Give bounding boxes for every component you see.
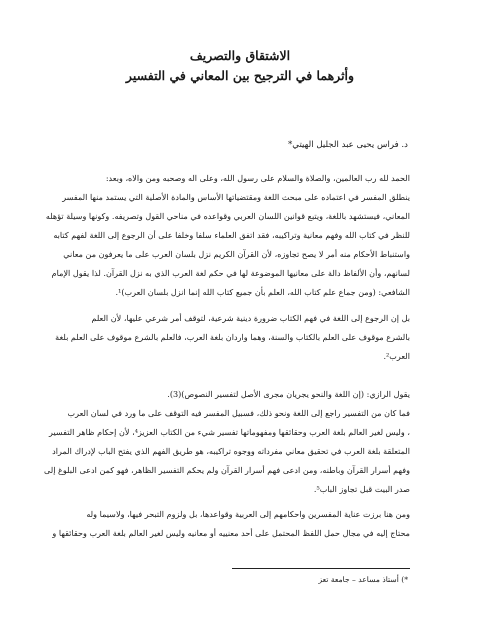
paragraph-razi <box>64 385 410 404</box>
footnote: *) أستاذ مساعد – جامعة تعز <box>318 575 408 584</box>
text-line: للنظر في كتاب الله وفهم معانية وتراكيبه، فقد اتفق العلماء سلفا وخلفا على أن الرجوع إلى اللغة لفهم كتابه <box>53 230 410 240</box>
author-name: د. فراس يحيى عبد الجليل الهيتي* <box>288 140 408 150</box>
text-line: فما كان من التفسير راجع إلى اللغة ونحو ذلك، فسبيل المفسر فيه التوقف على ما ورد في لسان العرب <box>67 408 410 418</box>
paragraph-fifth <box>52 505 410 543</box>
title-line-1: الاشتقاق والتصريف <box>189 48 291 63</box>
paragraph-fourth <box>43 404 410 499</box>
text-line: صدر البيت قبل تجاوز الباب⁵. <box>313 484 410 494</box>
text-line: الشافعي: (ومن جماع علم كتاب الله، العلم بأن جميع كتاب الله إنما انزل بلسان العرب)¹. <box>115 287 410 297</box>
text-line: المعاني، فيستشهد باللغة، ويتبع قوانين اللسان العربي وقواعده في مناحي القول وتصريفه. وكونها وسيلة تؤهله <box>45 211 410 221</box>
text-line: ينطلق المفسر في اعتماده على مبحث اللغة ومقتضياتها الأساس والمادة الأصلية التي يستمد منها المفسر <box>62 192 410 202</box>
text-line: ومن هنا برزت عناية المفسرين واحكامهم إلى العربية وقواعدها، بل ولزوم التبحر فيها، ولاسيما وله <box>86 509 410 519</box>
text-line: لسانهم، وأن الألفاظ دالة على معانيها الموضوعة لها في حكم لغة العرب الذي به نزل القرآن. لذا يقول الإمام <box>51 268 410 278</box>
text-line: الحمد لله رب العالمين، والصلاة والسلام على رسول الله، وعلى اله وصحبه ومن والاه، وبعد: <box>105 173 410 183</box>
text-line: واستنباط الأحكام منه أمر لا يصح تجاوزه، لأن القرآن الكريم نزل بلسان العرب على ما يعرفون من معاني <box>63 249 410 259</box>
text-line: يقول الرازي: (إن اللغة والنحو يجريان مجرى الأصل لتفسير النصوص)(3). <box>167 389 410 399</box>
text-line: محتاج إليه في مجال حمل اللفظ المحتمل على أحد معنييه أو معانيه وليس لغير العالم بلغة العرب وحقائقها و <box>52 528 410 538</box>
text-line: وفهم أسرار القرآن وباطنه، ومن ادعى فهم أسرار القرآن ولم يحكم التفسير الظاهر، فهو كمن ادعى البلوغ إلى <box>43 465 410 475</box>
text-line: بالشرع موقوف على العلم بالكتاب والسنة، وهما واردان بلغة العرب، فالعلم بالشرع موقوف على العلم بلغة <box>55 332 410 342</box>
text-line: ، وليس لغير العالم بلغة العرب وحقائقها ومفهوماتها تفسير شيء من الكتاب العزيز⁴، لأن إحكام ظاهر التفسير <box>49 427 410 437</box>
paragraph-intro <box>45 169 410 302</box>
paragraph-second <box>55 309 410 366</box>
text-line: المتعلقة بلغة العرب في تحقيق معاني مفرداته ووجوه تراكيبه، هو طريق الفهم الذي يفتح الباب لإدراك المراد <box>52 446 410 456</box>
title-line-2: وأثرهما في الترجيح بين المعاني في التفسير <box>125 68 355 83</box>
footnote-separator <box>232 568 410 569</box>
text-line: العرب². <box>383 351 410 361</box>
text-line: بل إن الرجوع إلى اللغة في فهم الكتاب ضرورة دينية شرعية، لتوقف أمر شرعي عليها، لأن العلم <box>91 313 410 323</box>
